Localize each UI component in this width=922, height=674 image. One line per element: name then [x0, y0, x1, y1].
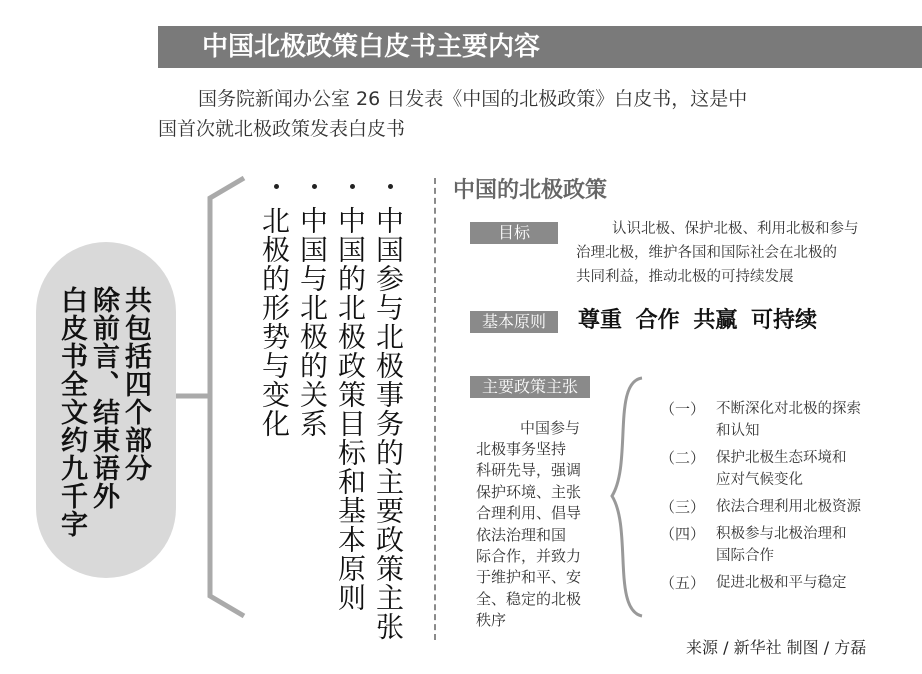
item-2-line-1: 保护北极生态环境和: [716, 450, 847, 466]
principles-text: 尊重 合作 共赢 可持续: [578, 308, 817, 333]
goal-tag: 目标: [470, 222, 558, 244]
section-divider: [434, 178, 436, 640]
main-text-line-8: 于维护和平、安: [476, 568, 582, 586]
intro-line-2: 国首次就北极政策发表白皮书: [158, 118, 406, 140]
item-5-line-1: 促进北极和平与稳定: [716, 575, 847, 591]
part-2: 中国的北极政策目标和基本原则: [334, 206, 367, 612]
item-4-number: （四）: [660, 525, 706, 543]
item-2-line-2: 应对气候变化: [716, 472, 803, 488]
item-4-line-1: 积极参与北极治理和: [716, 526, 847, 542]
main-text-line-1: 中国参与: [520, 419, 581, 437]
main-text-line-9: 全、稳定的北极: [476, 590, 582, 608]
policy-heading: 中国的北极政策: [453, 177, 608, 203]
item-3-line-1: 依法合理利用北极资源: [716, 499, 861, 515]
goal-line-2: 治理北极，维护各国和国际社会在北极的: [576, 245, 837, 261]
main-policy-tag: 主要政策主张: [470, 376, 590, 398]
page-title: 中国北极政策白皮书主要内容: [202, 32, 541, 62]
main-text-line-3: 科研先导，强调: [476, 461, 582, 479]
goal-line-1: 认识北极、保护北极、利用北极和参与: [612, 221, 859, 237]
item-1-line-1: 不断深化对北极的探索: [716, 401, 861, 417]
items-brace: [612, 378, 642, 616]
summary-text-col-3: 白皮书全文约九千字: [56, 286, 87, 538]
summary-text-col-1: 共包括四个部分: [120, 286, 151, 482]
parts-bracket: [210, 178, 244, 616]
part-4: 北极的形势与变化: [258, 206, 291, 438]
main-text-line-10: 秩序: [476, 611, 507, 629]
item-3-number: （三）: [660, 498, 706, 516]
part-4-bullet: [274, 184, 279, 189]
main-text-line-4: 保护环境、主张: [476, 483, 582, 501]
main-text-line-6: 依法治理和国: [476, 526, 567, 544]
intro-line-1: 国务院新闻办公室 26 日发表《中国的北极政策》白皮书，这是中: [198, 88, 748, 110]
goal-line-3: 共同利益，推动北极的可持续发展: [576, 269, 794, 285]
main-text-line-7: 际合作，并致力: [476, 547, 582, 565]
principle-tag: 基本原则: [470, 311, 558, 333]
part-3-bullet: [312, 184, 317, 189]
part-1-bullet: [388, 184, 393, 189]
part-3: 中国与北极的关系: [296, 206, 329, 438]
summary-text-col-2: 除前言、结束语外: [88, 286, 119, 510]
part-1: 中国参与北极事务的主要政策主张: [372, 206, 405, 641]
item-4-line-2: 国际合作: [716, 548, 774, 564]
main-text-line-2: 北极事务坚持: [476, 440, 567, 458]
part-2-bullet: [350, 184, 355, 189]
item-1-line-2: 和认知: [716, 423, 760, 439]
item-2-number: （二）: [660, 449, 706, 467]
item-5-number: （五）: [660, 574, 706, 592]
item-1-number: （一）: [660, 400, 706, 418]
source-credit: 来源 / 新华社 制图 / 方磊: [686, 638, 867, 657]
main-text-line-5: 合理利用、倡导: [476, 504, 582, 522]
